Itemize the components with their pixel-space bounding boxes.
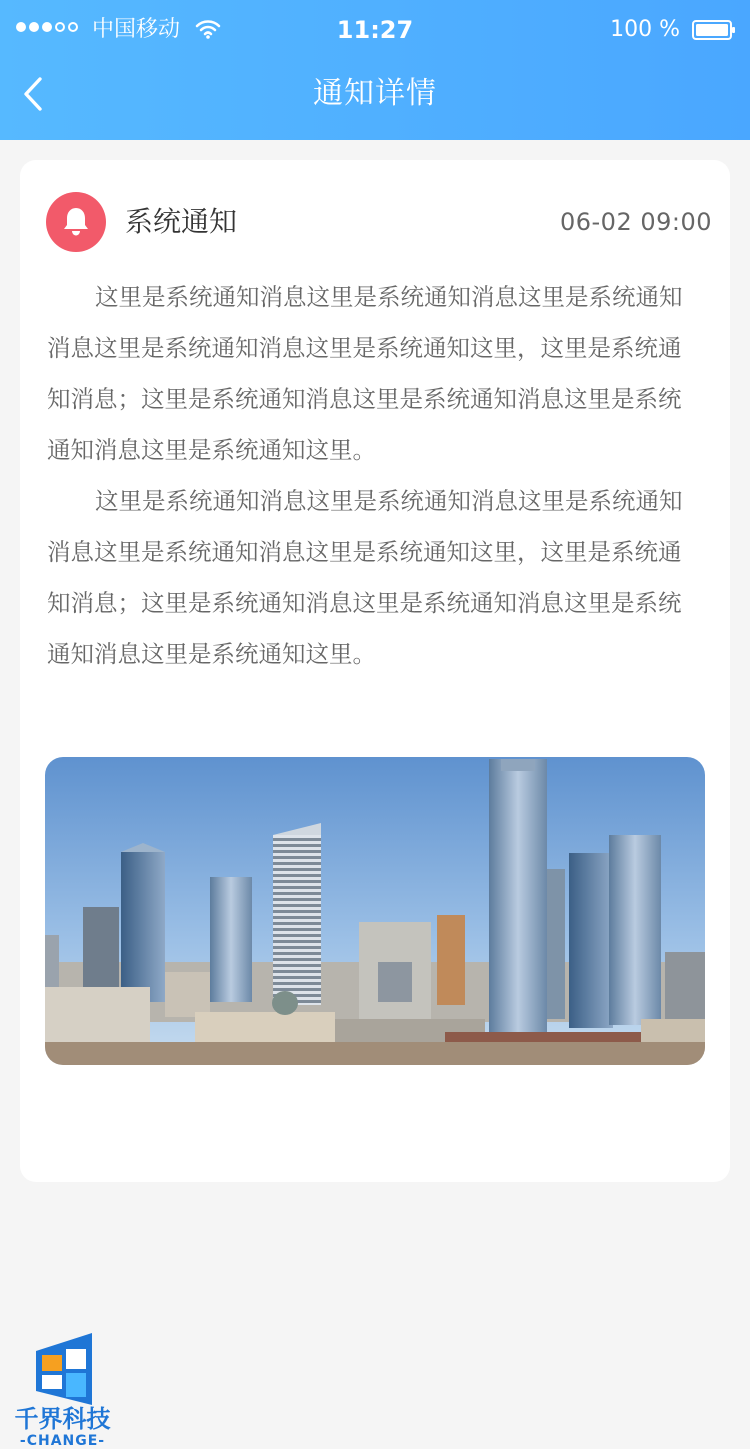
- notification-avatar: [46, 192, 106, 252]
- brand-mark-icon: [36, 1333, 92, 1405]
- status-bar: [0, 0, 750, 60]
- battery-percentage: 100 %: [610, 17, 680, 42]
- header: [0, 0, 750, 140]
- battery-icon: [692, 20, 736, 40]
- brand-tagline: -CHANGE-: [19, 1433, 106, 1449]
- bell-icon: [59, 205, 93, 239]
- notification-content: [47, 272, 702, 680]
- nav-bar: [0, 60, 750, 140]
- notification-card: [20, 160, 730, 1182]
- page-title: 通知详情: [313, 76, 437, 111]
- carrier-name: 中国移动: [92, 17, 181, 42]
- city-skyline-photo: [45, 757, 705, 1065]
- brand-name: 千界科技: [14, 1405, 111, 1433]
- notification-date: 06-02 09:00: [559, 208, 712, 236]
- status-time: 11:27: [336, 16, 414, 44]
- notification-paragraph: 这里是系统通知消息这里是系统通知消息这里是系统通知消息这里是系统通知消息这里是系统通知这里，这里是系统通知消息；这里是系统通知消息这里是系统通知消息这里是系统通知消息这里是系统通知这里。: [47, 487, 683, 668]
- notification-paragraph: 这里是系统通知消息这里是系统通知消息这里是系统通知消息这里是系统通知消息这里是系统通知这里，这里是系统通知消息；这里是系统通知消息这里是系统通知消息这里是系统通知消息这里是系统通知这里。: [47, 283, 683, 464]
- notification-sender: 系统通知: [125, 205, 238, 238]
- brand-logo: [0, 1333, 125, 1449]
